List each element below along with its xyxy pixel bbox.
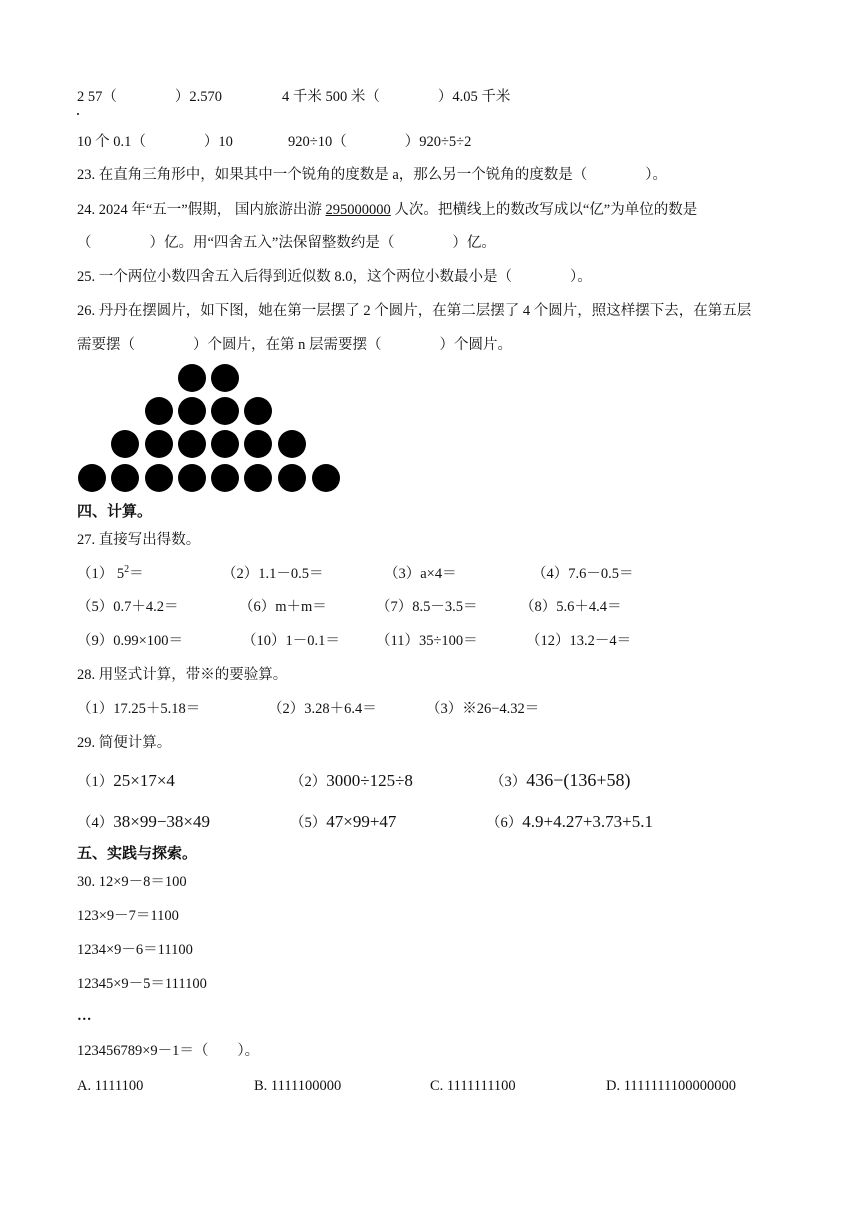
q27-item-7: （7）8.5－3.5＝ — [376, 599, 478, 615]
q27-item-12: （12）13.2－4＝ — [526, 633, 632, 649]
circle — [111, 430, 139, 458]
circle — [145, 397, 173, 425]
q29-item-3: （3）436−(136+58) — [490, 770, 631, 790]
q30-ellipsis: … — [77, 1008, 92, 1024]
section-5-heading: 五、实践与探索。 — [77, 844, 198, 862]
q27-item-5: （5）0.7＋4.2＝ — [77, 599, 179, 615]
q27-item-3: （3）a×4＝ — [384, 566, 457, 582]
q29-expr-2: 3000÷125÷8 — [326, 771, 413, 790]
question-26-b: 需要摆（ ）个圆片，在第 n 层需要摆（ ）个圆片。 — [77, 337, 512, 353]
q30-option-a: A. 1111100 — [77, 1078, 144, 1094]
superscript-2: 2 — [124, 564, 130, 576]
question-27-title: 27. 直接写出得数。 — [77, 532, 201, 548]
compare-2a: 10 个 0.1（ ）10 — [77, 134, 233, 150]
q24-underlined-number: 295000000 — [325, 202, 391, 218]
decimal-dot-mark — [77, 113, 79, 115]
circle — [211, 397, 239, 425]
q30-question: 123456789×9－1＝（ ）。 — [77, 1043, 260, 1059]
circle — [244, 464, 272, 492]
q24-prefix: 24. 2024 年“五一”假期， 国内旅游出游 — [77, 202, 326, 218]
q27-item-10: （10）1－0.1＝ — [242, 633, 340, 649]
q29-item-2: （2）3000÷125÷8 — [290, 771, 413, 790]
question-25: 25. 一个两位小数四舍五入后得到近似数 8.0，这个两位小数最小是（ ）。 — [77, 269, 592, 285]
q28-item-3: （3）※26−4.32＝ — [426, 701, 540, 717]
circle — [178, 430, 206, 458]
q29-expr-5: 47×99+47 — [326, 812, 397, 831]
q27-item-9: （9）0.99×100＝ — [77, 633, 184, 649]
circle — [211, 364, 239, 392]
circle — [178, 397, 206, 425]
question-28-title: 28. 用竖式计算，带※的要验算。 — [77, 667, 288, 683]
q29-expr-1: 25×17×4 — [113, 771, 175, 790]
q29-expr-6: 4.9+4.27+3.73+5.1 — [522, 812, 654, 831]
circle — [178, 364, 206, 392]
compare-1a: 2 57（ ）2.570 — [77, 89, 222, 105]
q30-line-3: 1234×9－6＝11100 — [77, 942, 193, 958]
circle — [111, 464, 139, 492]
circle — [178, 464, 206, 492]
q27-item-2: （2）1.1－0.5＝ — [222, 566, 324, 582]
q30-option-b: B. 1111100000 — [254, 1078, 342, 1094]
q29-item-5: （5）47×99+47 — [290, 812, 397, 831]
circle — [211, 464, 239, 492]
question-24-b: （ ）亿。用“四舍五入”法保留整数约是（ ）亿。 — [77, 235, 496, 251]
circle — [78, 464, 106, 492]
q30-option-c: C. 1111111100 — [430, 1078, 516, 1094]
compare-2b: 920÷10（ ）920÷5÷2 — [288, 134, 472, 150]
circle — [145, 464, 173, 492]
question-23: 23. 在直角三角形中，如果其中一个锐角的度数是 a，那么另一个锐角的度数是（ ）。 — [77, 167, 668, 183]
q29-item-4: （4）38×99−38×49 — [77, 812, 211, 831]
q29-expr-3: 436−(136+58) — [526, 770, 631, 790]
compare-1b: 4 千米 500 米（ ）4.05 千米 — [282, 89, 511, 105]
question-29-title: 29. 简便计算。 — [77, 735, 172, 751]
circle — [278, 464, 306, 492]
q27-item-8: （8）5.6＋4.4＝ — [520, 599, 622, 615]
section-4-heading: 四、计算。 — [77, 502, 153, 520]
q29-expr-4: 38×99−38×49 — [113, 812, 211, 831]
circle — [211, 430, 239, 458]
circle — [278, 430, 306, 458]
circle — [312, 464, 340, 492]
circle — [244, 430, 272, 458]
question-24 — [77, 200, 697, 220]
q27-item-6: （6）m＋m＝ — [239, 599, 327, 615]
question-26-a: 26. 丹丹在摆圆片，如下图，她在第一层摆了 2 个圆片，在第二层摆了 4 个圆片，照这样摆下去，在第五层 — [77, 303, 752, 319]
q29-item-6: （6）4.9+4.27+3.73+5.1 — [486, 812, 654, 831]
q28-item-1: （1）17.25＋5.18＝ — [77, 701, 201, 717]
q30-line-1: 30. 12×9－8＝100 — [77, 874, 187, 890]
q27-item-11: （11）35÷100＝ — [376, 633, 478, 649]
q30-option-d: D. 1111111100000000 — [606, 1078, 736, 1094]
q30-line-4: 12345×9－5＝111100 — [77, 976, 207, 992]
q27-item-4: （4）7.6－0.5＝ — [532, 566, 634, 582]
circle — [244, 397, 272, 425]
q29-item-1: （1）25×17×4 — [77, 771, 175, 790]
q28-item-2: （2）3.28＋6.4＝ — [268, 701, 377, 717]
q30-line-2: 123×9－7＝1100 — [77, 908, 179, 924]
q24-suffix: 人次。把横线上的数改写成以“亿”为单位的数是 — [390, 202, 698, 218]
circle — [145, 430, 173, 458]
q27-item-1: （1） $5^2=$ — [77, 564, 144, 582]
